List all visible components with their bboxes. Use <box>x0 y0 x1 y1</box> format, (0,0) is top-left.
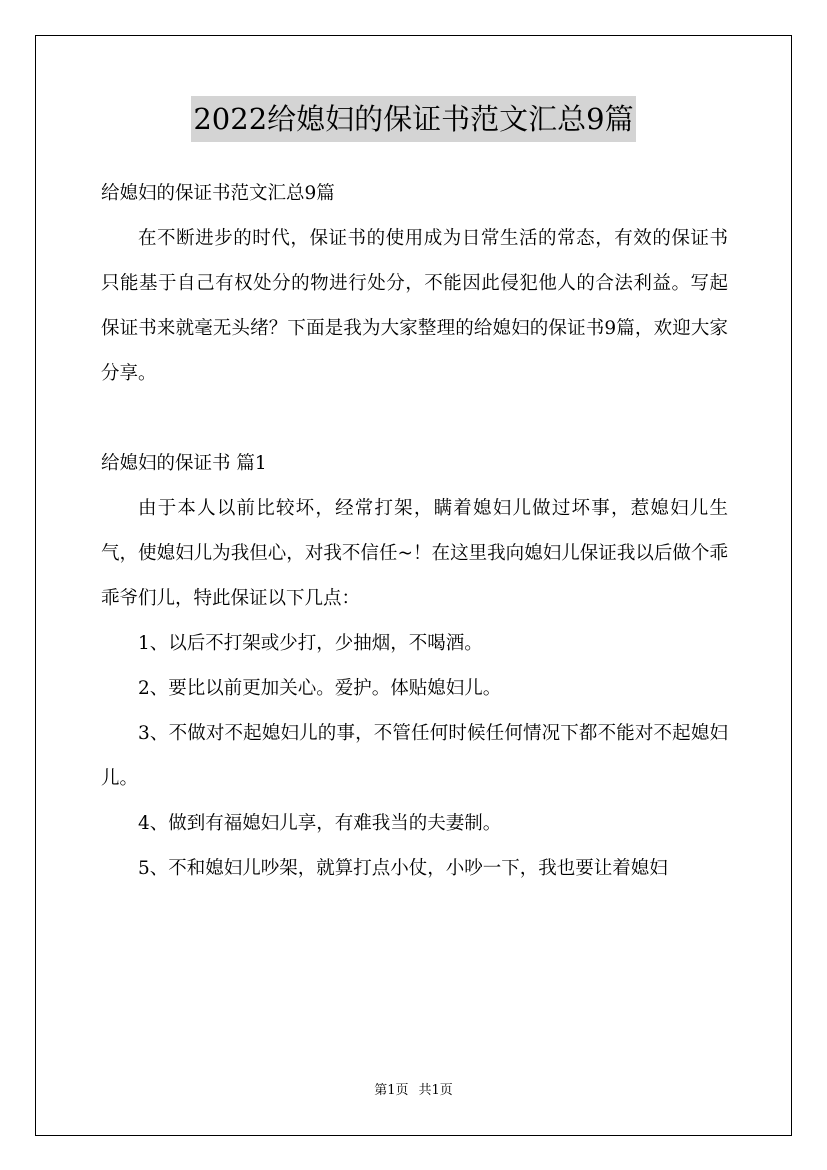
intro-paragraph: 在不断进步的时代，保证书的使用成为日常生活的常态，有效的保证书只能基于自己有权处分的物进行处分，不能因此侵犯他人的合法利益。写起保证书来就毫无头绪？下面是我为大家整理的给媳妇的保证书9篇，欢迎大家分享。 <box>101 228 728 384</box>
page-number-current: 第1页 <box>374 1083 409 1098</box>
document-subtitle: 给媳妇的保证书范文汇总9篇 <box>101 183 335 204</box>
page-footer <box>0 1081 827 1101</box>
document-body <box>101 171 728 891</box>
page-number-total: 共1页 <box>418 1083 453 1098</box>
list-item: 3、不做对不起媳妇儿的事，不管任何时候任何情况下都不能对不起媳妇儿。 <box>101 723 728 789</box>
list-item: 2、要比以前更加关心。爱护。体贴媳妇儿。 <box>138 678 502 699</box>
body-paragraph: 由于本人以前比较坏，经常打架，瞒着媳妇儿做过坏事，惹媳妇儿生气，使媳妇儿为我但心，对我不信任~！在这里我向媳妇儿保证我以后做个乖乖爷们儿，特此保证以下几点： <box>101 498 728 609</box>
list-item: 4、做到有福媳妇儿享，有难我当的夫妻制。 <box>138 813 502 834</box>
section-spacer <box>101 396 728 441</box>
document-title: 2022给媳妇的保证书范文汇总9篇 <box>191 96 635 142</box>
section-heading: 给媳妇的保证书 篇1 <box>101 453 267 474</box>
title-container <box>0 96 827 142</box>
list-item: 1、以后不打架或少打，少抽烟，不喝酒。 <box>138 633 483 654</box>
list-item: 5、不和媳妇儿吵架，就算打点小仗，小吵一下，我也要让着媳妇 <box>138 858 668 879</box>
